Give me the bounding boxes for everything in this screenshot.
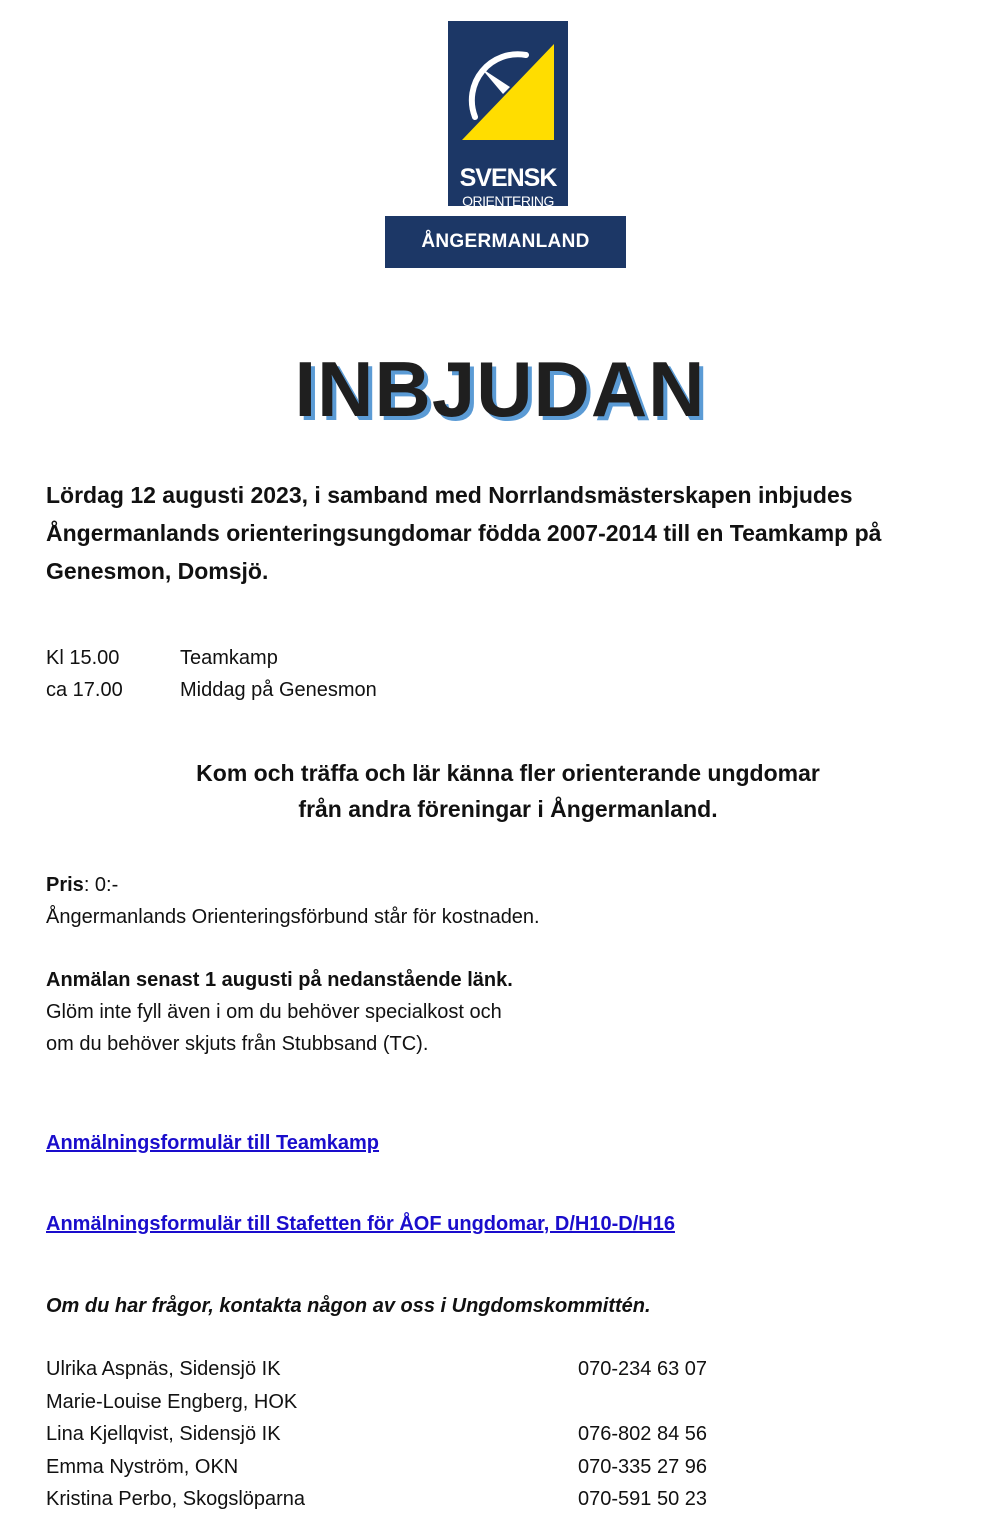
contact-name: Ulrika Aspnäs, Sidensjö IK xyxy=(46,1358,281,1380)
contact-name: Emma Nyström, OKN xyxy=(46,1455,239,1478)
teamkamp-form-link[interactable]: Anmälningsformulär till Teamkamp xyxy=(46,1132,380,1154)
compass-triangle-emblem xyxy=(448,21,568,166)
contact-phone: 070-335 27 96 xyxy=(578,1455,708,1478)
invite-line: Kom och träffa och lär känna fler orienterande ungdomar xyxy=(196,760,820,786)
contact-phone: 076-802 84 56 xyxy=(578,1423,708,1445)
link-row-stafett xyxy=(46,1208,675,1240)
schedule xyxy=(46,642,377,706)
price-line xyxy=(46,869,540,901)
contact-name: Kristina Perbo, Skogslöparna xyxy=(46,1488,306,1510)
registration-line: Glöm inte fyll även i om du behöver specialkost och xyxy=(46,1001,502,1023)
contact-phone: 070-591 50 23 xyxy=(578,1488,708,1510)
questions-text: Om du har frågor, kontakta någon av oss i Ungdomskommittén. xyxy=(46,1295,651,1317)
contact-row xyxy=(46,1386,707,1419)
contact-row xyxy=(46,1418,707,1451)
link-row-teamkamp xyxy=(46,1127,379,1159)
svensk-orientering-logo xyxy=(448,21,568,209)
compass-needle xyxy=(481,68,510,94)
schedule-row xyxy=(46,642,377,674)
invite-line: från andra föreningar i Ångermanland. xyxy=(298,796,718,822)
contact-phone: 070-234 63 07 xyxy=(578,1358,708,1380)
contact-row xyxy=(46,1353,707,1386)
registration-line: om du behöver skjuts från Stubbsand (TC). xyxy=(46,1033,429,1055)
contact-row xyxy=(46,1451,707,1484)
contact-list xyxy=(46,1353,707,1516)
price-note: Ångermanlands Orienteringsförbund står för kostnaden. xyxy=(46,906,540,928)
registration-heading: Anmälan senast 1 augusti på nedanstående länk. xyxy=(46,969,513,991)
price-label: Pris xyxy=(46,874,84,896)
contact-name: Lina Kjellqvist, Sidensjö IK xyxy=(46,1423,281,1445)
schedule-time: Kl 15.00 xyxy=(46,647,120,669)
contact-name: Marie-Louise Engberg, HOK xyxy=(46,1390,298,1413)
logo-word-orientering: ORIENTERING xyxy=(462,193,554,209)
invite-message xyxy=(0,755,1000,827)
registration-section xyxy=(46,964,513,1060)
schedule-event: Teamkamp xyxy=(180,647,278,669)
price-section xyxy=(46,869,540,933)
contact-row xyxy=(46,1483,707,1516)
logo-word-svensk: SVENSK xyxy=(459,164,557,192)
intro-text: Lördag 12 augusti 2023, i samband med Norrlandsmästerskapen inbjudes Ångermanlands orienteringsungdomar födda 2007-2014 till en Teamkamp på Genesmon, Domsjö. xyxy=(46,482,882,584)
schedule-row xyxy=(46,674,377,706)
stafett-form-link[interactable]: Anmälningsformulär till Stafetten för ÅOF ungdomar, D/H10-D/H16 xyxy=(46,1213,675,1235)
schedule-time: ca 17.00 xyxy=(46,679,123,701)
schedule-event: Middag på Genesmon xyxy=(180,679,377,701)
page-title: INBJUDAN xyxy=(294,345,706,433)
price-value: : 0:- xyxy=(83,874,119,896)
region-banner: ÅNGERMANLAND xyxy=(385,216,626,268)
